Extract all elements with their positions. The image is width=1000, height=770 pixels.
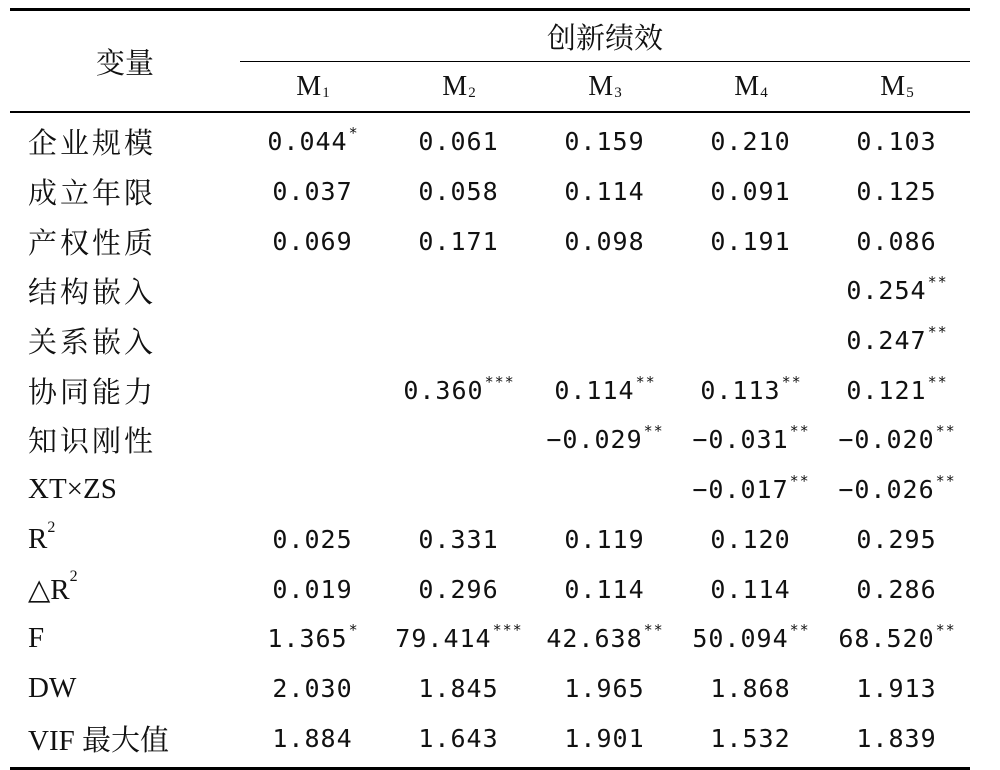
- cell-value: −0.017: [692, 475, 789, 505]
- cell-value: 0.058: [418, 177, 499, 207]
- table-cell: [386, 621, 532, 654]
- significance-stars: **: [789, 422, 810, 441]
- table-cell: [824, 472, 970, 505]
- table-cell: [386, 674, 532, 703]
- row-label: 知识刚性: [28, 424, 157, 459]
- significance-stars: ***: [484, 372, 515, 391]
- table-row: [10, 713, 970, 763]
- cell-value: 1.965: [564, 673, 645, 703]
- cell-value: 0.191: [710, 226, 791, 256]
- cell-value: 0.114: [710, 574, 791, 604]
- model-header-m3: M $_3$: [588, 70, 622, 102]
- table-cell: [240, 376, 386, 405]
- table-row: [10, 117, 970, 167]
- row-label: 关系嵌入: [28, 325, 157, 360]
- cell-value: 0.086: [856, 226, 937, 256]
- cell-value: 1.839: [856, 723, 937, 753]
- cell-value: 2.030: [272, 673, 353, 703]
- cell-value: 68.520: [838, 624, 935, 654]
- cell-value: 50.094: [692, 624, 789, 654]
- cell-value: 79.414: [395, 624, 492, 654]
- table-cell: [678, 621, 824, 654]
- table-cell: [824, 575, 970, 604]
- cell-value: 0.120: [710, 524, 791, 554]
- row-label: VIF 最大值: [28, 724, 169, 757]
- table-row: [10, 465, 970, 515]
- table-cell: [532, 575, 678, 604]
- table-row: [10, 167, 970, 217]
- cell-value: 0.125: [856, 177, 937, 207]
- significance-stars: **: [643, 422, 664, 441]
- significance-stars: **: [927, 273, 948, 292]
- cell-value: 0.295: [856, 524, 937, 554]
- table-cell: [240, 227, 386, 256]
- row-label: 企业规模: [28, 126, 157, 161]
- table-cell: [678, 422, 824, 455]
- cell-value: 0.247: [846, 326, 927, 356]
- row-label: 结构嵌入: [28, 275, 157, 310]
- table-cell: [824, 177, 970, 206]
- table-cell: [240, 674, 386, 703]
- table-cell: [532, 177, 678, 206]
- model-header-m1: M $_1$: [296, 70, 330, 102]
- table-row: [10, 515, 970, 565]
- table-cell: [678, 326, 824, 355]
- table-cell: [240, 724, 386, 753]
- table-cell: [678, 674, 824, 703]
- significance-stars: **: [635, 372, 656, 391]
- table-cell: [678, 525, 824, 554]
- row-label: 协同能力: [28, 374, 157, 409]
- table-cell: [532, 422, 678, 455]
- significance-stars: **: [927, 323, 948, 342]
- cell-value: 1.532: [710, 723, 791, 753]
- table-row: [10, 664, 970, 714]
- table-cell: [386, 475, 532, 504]
- cell-value: 0.121: [846, 375, 927, 405]
- cell-value: 0.171: [418, 226, 499, 256]
- cell-value: −0.031: [692, 425, 789, 455]
- cell-value: 0.119: [564, 524, 645, 554]
- cell-value: 0.114: [564, 574, 645, 604]
- table-cell: [240, 177, 386, 206]
- cell-value: 0.114: [554, 375, 635, 405]
- significance-stars: **: [789, 472, 810, 491]
- table-body: [10, 113, 970, 767]
- table-cell: [532, 475, 678, 504]
- cell-value: 1.884: [272, 723, 353, 753]
- table-cell: [678, 724, 824, 753]
- table-cell: [240, 525, 386, 554]
- cell-value: 0.286: [856, 574, 937, 604]
- row-label: $\triangle R^2$: [28, 567, 78, 606]
- group-header-innovation-performance: 创新绩效: [240, 11, 970, 62]
- table-cell: [824, 127, 970, 156]
- cell-value: 0.114: [564, 177, 645, 207]
- cell-value: 1.901: [564, 723, 645, 753]
- table-cell: [240, 124, 386, 157]
- table-cell: [240, 326, 386, 355]
- table-cell: [386, 326, 532, 355]
- table-cell: [386, 227, 532, 256]
- cell-value: 1.643: [418, 723, 499, 753]
- row-label: DW: [28, 671, 77, 704]
- cell-value: −0.026: [838, 475, 935, 505]
- cell-value: 0.044: [267, 127, 348, 157]
- table-cell: [824, 724, 970, 753]
- row-label: F: [28, 622, 45, 655]
- table-row: [10, 614, 970, 664]
- cell-value: −0.020: [838, 425, 935, 455]
- significance-stars: **: [927, 372, 948, 391]
- table-header: [10, 11, 970, 113]
- table-cell: [386, 525, 532, 554]
- model-headers: [240, 62, 970, 111]
- cell-value: 0.091: [710, 177, 791, 207]
- table-cell: [240, 575, 386, 604]
- cell-value: 0.210: [710, 127, 791, 157]
- table-cell: [386, 276, 532, 305]
- cell-value: 0.061: [418, 127, 499, 157]
- table-cell: [532, 276, 678, 305]
- table-cell: [386, 127, 532, 156]
- cell-value: 1.868: [710, 673, 791, 703]
- cell-value: 0.113: [700, 375, 781, 405]
- cell-value: 0.069: [272, 226, 353, 256]
- significance-stars: **: [935, 472, 956, 491]
- cell-value: 0.254: [846, 276, 927, 306]
- table-row: [10, 316, 970, 366]
- table-cell: [240, 425, 386, 454]
- regression-table: [10, 8, 970, 770]
- cell-value: 0.360: [403, 375, 484, 405]
- table-cell: [824, 372, 970, 405]
- cell-value: 1.365: [267, 624, 348, 654]
- table-cell: [678, 127, 824, 156]
- table-row: [10, 216, 970, 266]
- significance-stars: ***: [492, 621, 523, 640]
- table-row: [10, 266, 970, 316]
- significance-stars: **: [643, 621, 664, 640]
- model-header-m4: M $_4$: [734, 70, 768, 102]
- table-cell: [532, 621, 678, 654]
- table-cell: [532, 127, 678, 156]
- significance-stars: **: [935, 621, 956, 640]
- table-cell: [678, 575, 824, 604]
- table-cell: [678, 472, 824, 505]
- table-cell: [386, 425, 532, 454]
- table-cell: [386, 177, 532, 206]
- table-cell: [386, 575, 532, 604]
- cell-value: 0.159: [564, 127, 645, 157]
- cell-value: 0.331: [418, 524, 499, 554]
- variable-column-header: 变量: [95, 45, 154, 80]
- table-cell: [240, 475, 386, 504]
- table-cell: [532, 326, 678, 355]
- significance-stars: **: [935, 422, 956, 441]
- table-cell: [678, 276, 824, 305]
- cell-value: 0.098: [564, 226, 645, 256]
- table-cell: [678, 177, 824, 206]
- cell-value: 0.019: [272, 574, 353, 604]
- table-cell: [824, 323, 970, 356]
- cell-value: 42.638: [546, 624, 643, 654]
- table-cell: [824, 621, 970, 654]
- table-cell: [532, 724, 678, 753]
- model-header-m5: M $_5$: [880, 70, 914, 102]
- row-label-superscript: 2: [47, 518, 56, 536]
- table-cell: [824, 227, 970, 256]
- table-cell: [386, 372, 532, 405]
- table-cell: [824, 422, 970, 455]
- table-cell: [532, 525, 678, 554]
- cell-value: 1.845: [418, 673, 499, 703]
- table-cell: [532, 674, 678, 703]
- cell-value: 1.913: [856, 673, 937, 703]
- table-row: [10, 564, 970, 614]
- cell-value: 0.103: [856, 127, 937, 157]
- cell-value: 0.037: [272, 177, 353, 207]
- row-label: $R^2$: [28, 518, 56, 555]
- cell-value: 0.025: [272, 524, 353, 554]
- table-cell: [678, 227, 824, 256]
- table-cell: [824, 525, 970, 554]
- model-header-m2: M $_2$: [442, 70, 476, 102]
- row-label-superscript: 2: [69, 567, 78, 585]
- significance-stars: *: [348, 621, 359, 640]
- table-cell: [824, 674, 970, 703]
- table-cell: [678, 372, 824, 405]
- table-cell: [532, 372, 678, 405]
- table-cell: [240, 276, 386, 305]
- significance-stars: **: [789, 621, 810, 640]
- cell-value: 0.296: [418, 574, 499, 604]
- row-label: XT×ZS: [28, 473, 117, 506]
- table-cell: [386, 724, 532, 753]
- table-cell: [824, 273, 970, 306]
- table-cell: [240, 621, 386, 654]
- row-label: 成立年限: [28, 176, 157, 211]
- significance-stars: **: [781, 372, 802, 391]
- significance-stars: *: [348, 124, 359, 143]
- cell-value: −0.029: [546, 425, 643, 455]
- table-row: [10, 415, 970, 465]
- row-label: 产权性质: [28, 225, 157, 260]
- table-row: [10, 365, 970, 415]
- table-cell: [532, 227, 678, 256]
